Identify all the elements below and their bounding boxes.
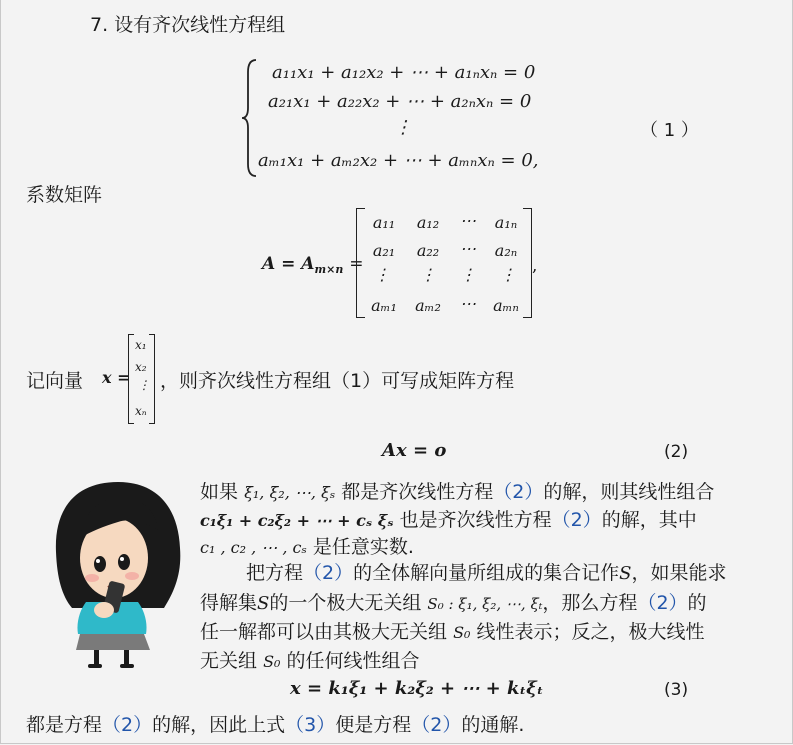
cartoon-girl-with-phone-icon [48, 478, 188, 670]
vector-entry: xₙ [135, 404, 147, 418]
system-row-1: a₁₁x₁ + a₁₂x₂ + ⋯ + a₁ₙxₙ = 0 [272, 62, 536, 83]
para2-line3: 任一解都可以由其极大无关组 S₀ 线性表示；反之，极大线性 [200, 621, 705, 643]
matrix-cell: ⋮ [420, 265, 436, 284]
matrix-cell: a₁₁ [372, 213, 396, 232]
equation-2: Ax = o [382, 440, 447, 461]
vector-entry: x₂ [135, 360, 147, 374]
matrix-cell: aₘₙ [493, 296, 519, 315]
matrix-cell: aₘ₂ [415, 296, 441, 315]
equation-3: x = k₁ξ₁ + k₂ξ₂ + ⋯ + kₜξₜ [290, 678, 544, 699]
equation-number-3: (3) [664, 680, 689, 700]
matrix-cell: ⋮ [460, 265, 476, 284]
matrix-cell: ⋯ [460, 294, 476, 313]
matrix-cell: aₘ₁ [371, 296, 397, 315]
system-row-m: aₘ₁x₁ + aₘ₂x₂ + ⋯ + aₘₙxₙ = 0, [258, 150, 539, 171]
coef-matrix-label: 系数矩阵 [26, 184, 103, 206]
vector-var: x = [102, 368, 131, 387]
para1-line3: c₁ , c₂ , ⋯ , cₛ 是任意实数. [200, 536, 414, 558]
vector-entry: x₁ [135, 338, 147, 352]
para1-line2: c₁ξ₁ + c₂ξ₂ + ⋯ + cₛ ξₛ 也是齐次线性方程（2）的解，其中 [200, 509, 697, 531]
problem-title: 7. 设有齐次线性方程组 [90, 14, 286, 36]
para2-line2: 得解集S的一个极大无关组 S₀ : ξ₁, ξ₂, ⋯, ξₜ，那么方程（2）的 [200, 592, 707, 614]
vector-suffix: ，则齐次线性方程组（1）可写成矩阵方程 [160, 370, 515, 392]
system-row-dots: ⋮ [394, 117, 412, 138]
left-brace-icon [240, 58, 260, 178]
matrix-cell: ⋮ [374, 265, 390, 284]
para2-line4: 无关组 S₀ 的任何线性组合 [200, 650, 420, 672]
matrix-cell: ⋯ [460, 211, 476, 230]
matrix-cell: ⋮ [500, 265, 516, 284]
matrix-trailing-comma: , [532, 256, 538, 276]
conclusion-text: 都是方程（2）的解，因此上式（3）便是方程（2）的通解. [26, 714, 525, 736]
vector-prefix: 记向量 [26, 370, 84, 392]
matrix-cell: a₁₂ [416, 213, 440, 232]
matrix-cell: a₂ₙ [494, 241, 518, 260]
para1-line1: 如果 ξ₁, ξ₂, ⋯, ξₛ 都是齐次线性方程（2）的解，则其线性组合 [200, 481, 715, 503]
equation-number-2: (2) [664, 442, 689, 462]
matrix-lhs: $A = A_{m\times n}$ = [262, 254, 364, 276]
equation-number-1: （ 1 ） [640, 120, 699, 141]
matrix-cell: a₂₂ [416, 241, 440, 260]
matrix-cell: ⋯ [460, 239, 476, 258]
matrix-cell: a₁ₙ [494, 213, 518, 232]
matrix-cell: a₂₁ [372, 241, 396, 260]
para2-line1: 把方程（2）的全体解向量所组成的集合记作S，如果能求 [246, 562, 727, 584]
system-row-2: a₂₁x₁ + a₂₂x₂ + ⋯ + a₂ₙxₙ = 0 [268, 91, 532, 112]
vector-entry: ⋮ [138, 378, 150, 392]
vector-left-bracket [128, 334, 134, 424]
